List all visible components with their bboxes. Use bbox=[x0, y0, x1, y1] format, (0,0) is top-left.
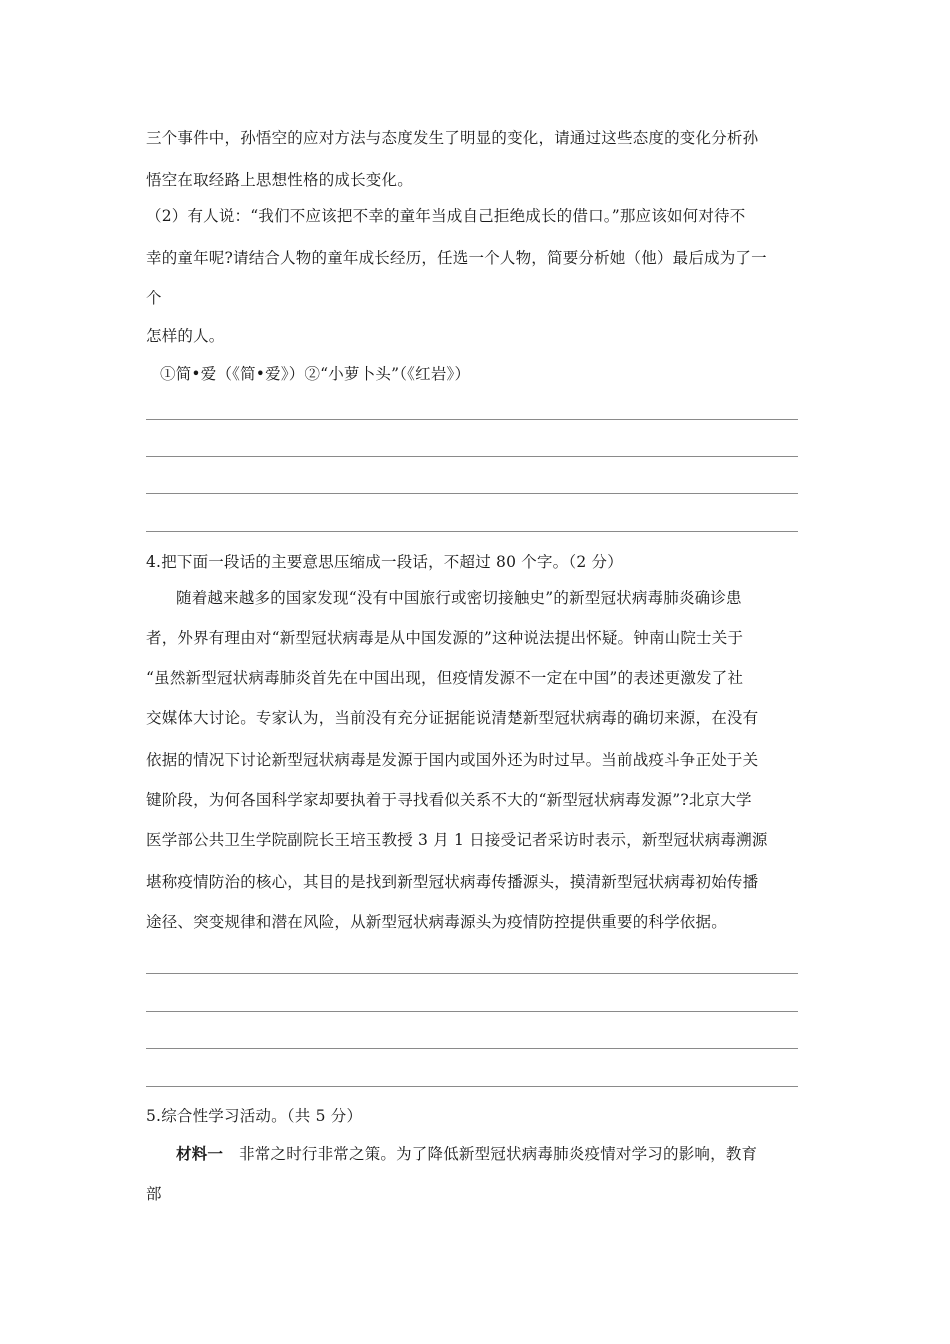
answer-line-q3-4[interactable] bbox=[146, 531, 798, 532]
q3-options: ①简•爱（《简•爱》）②“小萝卜头”（《红岩》） bbox=[160, 365, 471, 383]
q3-text-line-2: 悟空在取经路上思想性格的成长变化。 bbox=[146, 171, 413, 189]
q5-material-line-2: 部 bbox=[146, 1185, 162, 1203]
q3-part2-line-1: （2）有人说：“我们不应该把不幸的童年当成自己拒绝成长的借口。”那应该如何对待不 bbox=[146, 207, 746, 225]
q4-passage-line-2: 者，外界有理由对“新型冠状病毒是从中国发源的”这种说法提出怀疑。钟南山院士关于 bbox=[146, 629, 744, 647]
q3-part2-line-4: 怎样的人。 bbox=[146, 327, 225, 345]
q4-passage-line-3: “虽然新型冠状病毒肺炎首先在中国出现，但疫情发源不一定在中国”的表述更激发了社 bbox=[146, 669, 744, 687]
q3-part2-line-3: 个 bbox=[146, 289, 162, 307]
q3-text-line-1: 三个事件中，孙悟空的应对方法与态度发生了明显的变化，请通过这些态度的变化分析孙 bbox=[146, 129, 759, 147]
answer-line-q3-3[interactable] bbox=[146, 493, 798, 494]
q4-passage-line-6: 键阶段，为何各国科学家却要执着于寻找看似关系不大的“新型冠状病毒发源”?北京大学 bbox=[146, 791, 752, 809]
answer-line-q4-3[interactable] bbox=[146, 1048, 798, 1049]
answer-line-q4-2[interactable] bbox=[146, 1011, 798, 1012]
answer-line-q3-1[interactable] bbox=[146, 419, 798, 420]
q3-part2-line-2: 幸的童年呢?请结合人物的童年成长经历，任选一个人物，简要分析她（他）最后成为了一 bbox=[146, 249, 767, 267]
material-text: 非常之时行非常之策。为了降低新型冠状病毒肺炎疫情对学习的影响，教育 bbox=[239, 1145, 758, 1163]
answer-line-q3-2[interactable] bbox=[146, 456, 798, 457]
material-label: 材料一 bbox=[176, 1145, 224, 1163]
q4-passage-line-7: 医学部公共卫生学院副院长王培玉教授 3 月 1 日接受记者采访时表示，新型冠状病毒溯源 bbox=[146, 831, 768, 849]
q4-passage-line-1: 随着越来越多的国家发现“没有中国旅行或密切接触史”的新型冠状病毒肺炎确诊患 bbox=[176, 589, 742, 607]
q5-material-line-1 bbox=[176, 1144, 757, 1164]
answer-line-q4-4[interactable] bbox=[146, 1086, 798, 1087]
q4-passage-line-4: 交媒体大讨论。专家认为，当前没有充分证据能说清楚新型冠状病毒的确切来源，在没有 bbox=[146, 709, 759, 727]
q4-passage-line-5: 依据的情况下讨论新型冠状病毒是发源于国内或国外还为时过早。当前战疫斗争正处于关 bbox=[146, 751, 759, 769]
answer-line-q4-1[interactable] bbox=[146, 973, 798, 974]
q4-passage-line-8: 堪称疫情防治的核心，其目的是找到新型冠状病毒传播源头，摸清新型冠状病毒初始传播 bbox=[146, 873, 759, 891]
q4-heading: 4.把下面一段话的主要意思压缩成一段话，不超过 80 个字。（2 分） bbox=[146, 553, 623, 571]
q4-passage-line-9: 途径、突变规律和潜在风险，从新型冠状病毒源头为疫情防控提供重要的科学依据。 bbox=[146, 913, 727, 931]
q5-heading: 5.综合性学习活动。（共 5 分） bbox=[146, 1107, 363, 1125]
